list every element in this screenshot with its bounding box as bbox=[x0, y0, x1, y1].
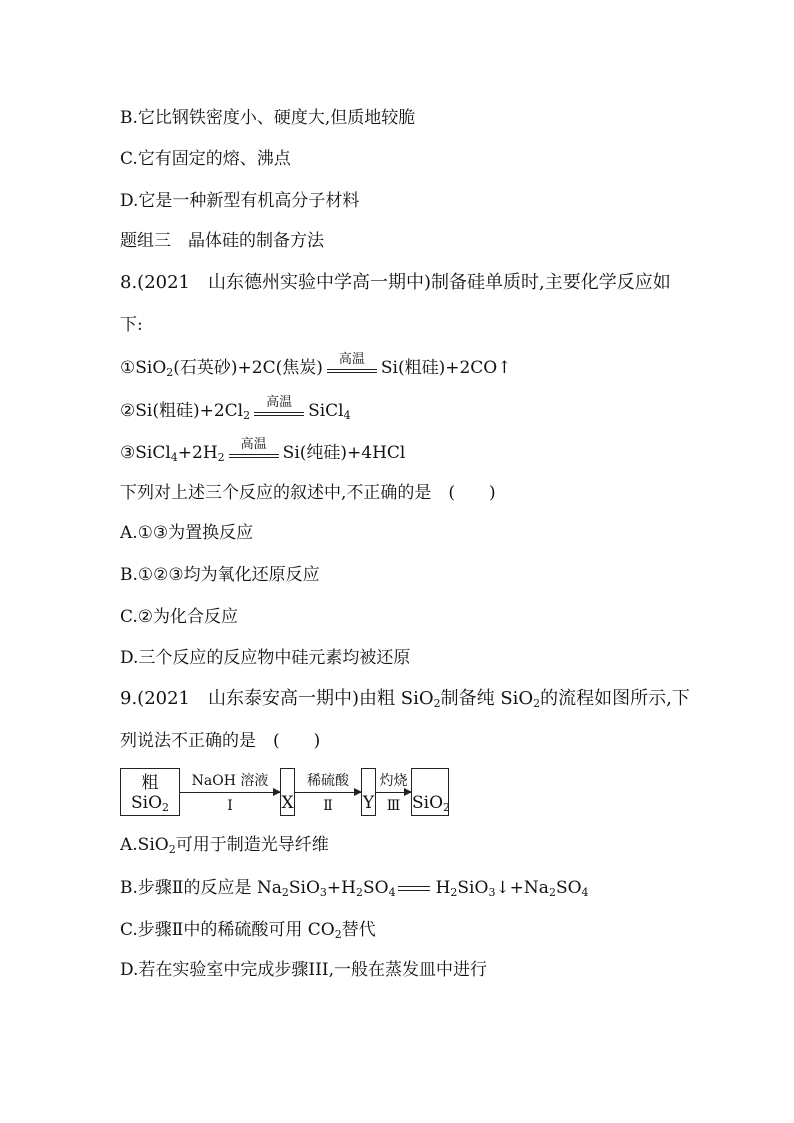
question-8-stem-cont: 下: bbox=[120, 315, 143, 335]
question-8-option-c[interactable]: C.②为化合反应 bbox=[120, 607, 239, 627]
question-8-prompt: 下列对上述三个反应的叙述中,不正确的是 ( ) bbox=[120, 483, 496, 503]
subscript: 2 bbox=[450, 886, 458, 899]
flow-arrow-1-reagent: NaOH 溶液 bbox=[191, 773, 269, 789]
reaction-3-left: ③SiCl bbox=[120, 443, 171, 463]
subscript: 2 bbox=[533, 697, 541, 710]
option-b-part: SO bbox=[555, 878, 582, 898]
option-c-post: 替代 bbox=[341, 920, 376, 940]
reaction-2-left: ②Si(粗硅)+2Cl bbox=[120, 401, 244, 421]
flow-box-pure-sio2 bbox=[411, 768, 449, 816]
subscript: 2 bbox=[355, 886, 363, 899]
subscript: 2 bbox=[334, 928, 342, 941]
flow-arrow-2 bbox=[295, 792, 361, 793]
condition-high-temp bbox=[254, 394, 304, 422]
reaction-2 bbox=[120, 394, 351, 423]
flow-arrow-3 bbox=[376, 792, 411, 793]
subscript: 4 bbox=[388, 886, 396, 899]
subscript: 2 bbox=[217, 451, 225, 464]
question-9-stem-end: 的流程如图所示,下 bbox=[540, 688, 690, 709]
option-b-part: ↓+Na bbox=[495, 878, 549, 898]
subscript: 3 bbox=[488, 886, 496, 899]
option-a-post: 可用于制造光导纤维 bbox=[175, 835, 329, 855]
reaction-3-mid: +2H bbox=[177, 443, 218, 463]
option-b-part: SiO bbox=[457, 878, 489, 898]
subscript: 2 bbox=[548, 886, 556, 899]
subscript: 3 bbox=[319, 886, 327, 899]
subscript: 4 bbox=[581, 886, 589, 899]
equals-sign bbox=[398, 885, 430, 893]
option-a-pre: A.SiO bbox=[120, 835, 169, 855]
option-d-text: D.它是一种新型有机高分子材料 bbox=[120, 191, 360, 211]
condition-label: 高温 bbox=[338, 351, 365, 367]
subscript: 4 bbox=[170, 451, 178, 464]
option-b-text: B.它比钢铁密度小、硬度大,但质地较脆 bbox=[120, 108, 416, 128]
subscript: 2 bbox=[443, 801, 451, 814]
flow-box-label: 粗 SiO bbox=[130, 773, 163, 813]
question-9-stem-cont: 列说法不正确的是 ( ) bbox=[120, 731, 321, 751]
subscript: 2 bbox=[433, 697, 441, 710]
reaction-2-right: SiCl bbox=[308, 401, 344, 421]
flow-arrow-1 bbox=[180, 792, 280, 793]
reaction-1-left: ①SiO bbox=[120, 358, 167, 378]
option-b-part: +H bbox=[326, 878, 356, 898]
flow-box-label: SiO bbox=[412, 793, 444, 813]
question-9-option-a[interactable] bbox=[120, 833, 329, 857]
condition-high-temp bbox=[229, 436, 279, 464]
flow-arrow-1-step: Ⅰ bbox=[227, 798, 233, 814]
question-8-option-a[interactable]: A.①③为置换反应 bbox=[120, 523, 254, 543]
reaction-1-right: Si(粗硅)+2CO↑ bbox=[380, 358, 512, 378]
option-b-part: SiO bbox=[288, 878, 320, 898]
question-9-option-b[interactable] bbox=[120, 876, 589, 900]
flow-arrow-3-reagent: 灼烧 bbox=[379, 773, 408, 789]
group-title: 题组三 晶体硅的制备方法 bbox=[120, 231, 324, 251]
flow-box-x bbox=[280, 768, 295, 816]
question-8-stem: 8.(2021 山东德州实验中学高一期中)制备硅单质时,主要化学反应如 bbox=[120, 272, 671, 293]
question-8-option-d[interactable]: D.三个反应的反应物中硅元素均被还原 bbox=[120, 648, 411, 668]
reaction-3-right: Si(纯硅)+4HCl bbox=[282, 443, 406, 463]
subscript: 2 bbox=[168, 843, 176, 856]
condition-label: 高温 bbox=[240, 436, 267, 452]
flow-box-label: X bbox=[281, 793, 294, 813]
question-9-stem-mid: 制备纯 SiO bbox=[440, 688, 534, 709]
question-9-stem-a: 9.(2021 山东泰安高一期中)由粗 SiO bbox=[120, 688, 434, 709]
option-b-part: H bbox=[435, 878, 451, 898]
condition-high-temp bbox=[327, 351, 377, 379]
flow-arrow-2-reagent: 稀硫酸 bbox=[307, 773, 349, 789]
subscript: 4 bbox=[343, 409, 351, 422]
option-b-part: SO bbox=[362, 878, 389, 898]
reaction-3 bbox=[120, 436, 406, 465]
process-flow-diagram bbox=[120, 768, 460, 818]
flow-box-label: Y bbox=[362, 793, 375, 813]
option-c-pre: C.步骤Ⅱ中的稀硫酸可用 CO bbox=[120, 920, 335, 940]
subscript: 2 bbox=[281, 886, 289, 899]
reaction-1 bbox=[120, 351, 512, 380]
condition-label: 高温 bbox=[266, 394, 293, 410]
flow-arrow-2-step: Ⅱ bbox=[323, 798, 333, 814]
subscript: 2 bbox=[166, 366, 174, 379]
question-9-option-c[interactable] bbox=[120, 918, 376, 942]
subscript: 2 bbox=[243, 409, 251, 422]
flow-box-crude-sio2 bbox=[120, 768, 180, 816]
question-9-stem bbox=[120, 687, 690, 711]
option-b-pre: B.步骤Ⅱ的反应是 Na bbox=[120, 878, 282, 898]
question-9-option-d[interactable]: D.若在实验室中完成步骤III,一般在蒸发皿中进行 bbox=[120, 960, 487, 980]
flow-arrow-3-step: Ⅲ bbox=[386, 798, 401, 814]
option-c-text: C.它有固定的熔、沸点 bbox=[120, 149, 291, 169]
question-8-option-b[interactable]: B.①②③均为氧化还原反应 bbox=[120, 565, 320, 585]
reaction-1-mid: (石英砂)+2C(焦炭) bbox=[173, 358, 323, 378]
subscript: 2 bbox=[162, 801, 170, 814]
